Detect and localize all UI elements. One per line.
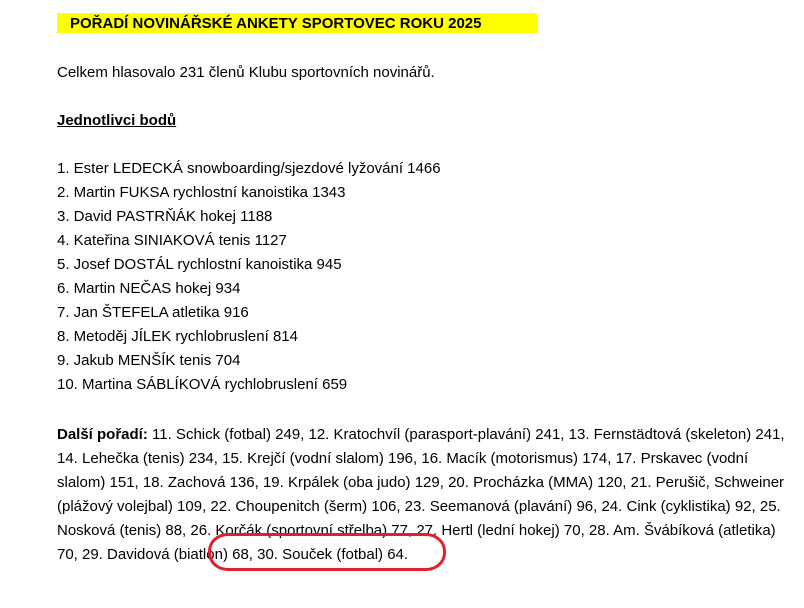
ranking-item: 7. Jan ŠTEFELA atletika 916 — [57, 304, 249, 321]
ranking-item: 5. Josef DOSTÁL rychlostní kanoistika 945 — [57, 256, 342, 273]
ranking-item: 6. Martin NEČAS hokej 934 — [57, 280, 241, 297]
ranking-item: 8. Metoděj JÍLEK rychlobruslení 814 — [57, 328, 298, 345]
ranking-item: 1. Ester LEDECKÁ snowboarding/sjezdové lyžování 1466 — [57, 160, 441, 177]
other-rankings-paragraph — [57, 423, 785, 567]
document-title: POŘADÍ NOVINÁŘSKÉ ANKETY SPORTOVEC ROKU 2025 — [57, 13, 537, 33]
intro-text: Celkem hlasovalo 231 členů Klubu sportovních novinářů. — [57, 64, 435, 81]
ranking-item: 2. Martin FUKSA rychlostní kanoistika 1343 — [57, 184, 346, 201]
ranking-item: 9. Jakub MENŠÍK tenis 704 — [57, 352, 241, 369]
ranking-list — [57, 159, 441, 399]
ranking-item: 3. David PASTRŇÁK hokej 1188 — [57, 208, 273, 225]
section-heading: Jednotlivci bodů — [57, 112, 177, 129]
other-rankings-text: 11. Schick (fotbal) 249, 12. Kratochvíl (parasport-plavání) 241, 13. Fernstädtová (skeleton) 241, 14. Lehečka (tenis) 234, 15. Krejčí (vodní slalom) 196, 16. Macík (motorismus) 174, 17. Prskavec (vodní slalom) 151, 18. Zachová 136, 19. Krpálek (oba judo) 129, 20. Procházka (MMA) 120, 21. Perušič, Schweiner (plážový volejbal) 109, 22. Choupenitch (šerm) 106, 23. Seemanová (plavání) 96, 24. Cink (cyklistika) 92, 25. Nosková (tenis) 88, 26. Korčák (sportovní střelba) 77, 27. Hertl (lední hokej) 70, 28. Am. Švábíková (atletika) 70, 29. Davidová (biatlon) 68, 30. Souček (fotbal) 64. — [57, 426, 785, 563]
other-rankings-lead: Další pořadí: — [57, 426, 148, 443]
ranking-item: 4. Kateřina SINIAKOVÁ tenis 1127 — [57, 232, 287, 249]
ranking-item: 10. Martina SÁBLÍKOVÁ rychlobruslení 659 — [57, 376, 348, 393]
